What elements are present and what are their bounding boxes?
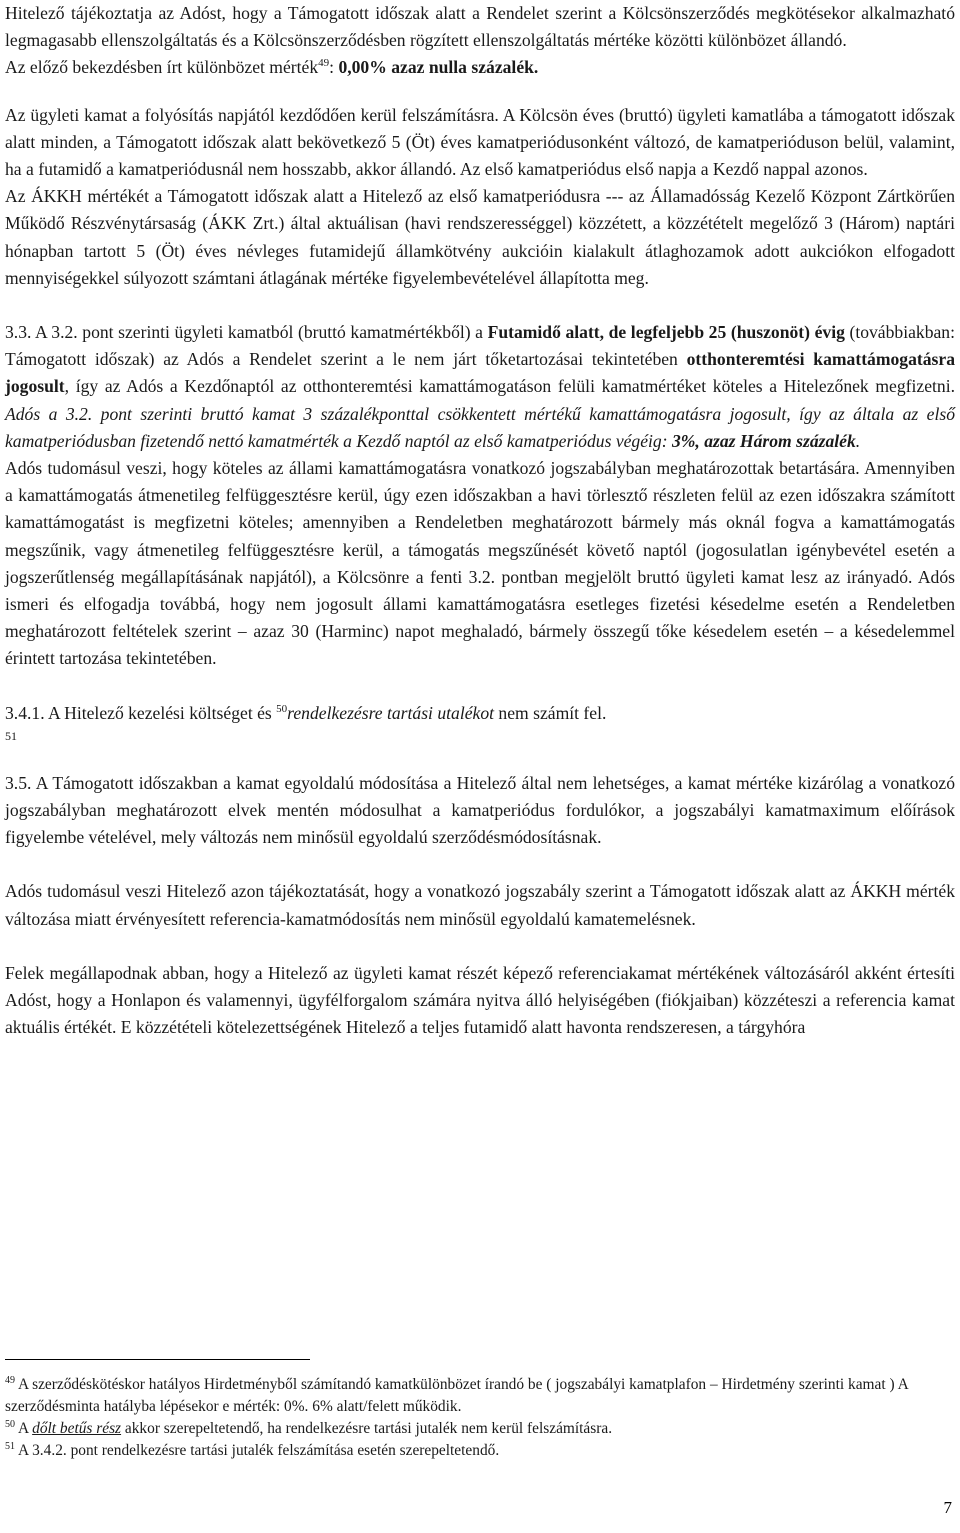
footnote-number: 50	[5, 1418, 15, 1430]
footnote-ref-49[interactable]: 49	[318, 57, 330, 70]
paragraph-kamattamogatas: Adós tudomásul veszi, hogy köteles az állami kamattámogatásra vonatkozó jogszabályban meghatározottak betartására. Amennyiben a kamattámogatás átmenetileg felfüggesztésre kerül, úgy ezen időszakban a havi törlesztő részleten felül az ezen időszakra számított kamattámogatást is megfizetni köteles; amennyiben a Rendeletben meghatározott bármely más oknál fogva a kamattámogatás megszűnik, vagy átmenetileg felfüggesztésre kerül, a támogatás megszűnését követő naptól (jogosulatlan igénybevétel esetén a jogszerűtlenség megállapításának napjától), a Kölcsönre a fenti 3.2. pontban megjelölt bruttó ügyleti kamat lesz az irányadó. Adós ismeri és elfogadja továbbá, hogy nem jogosult állami kamattámogatásra esetleges fizetési késedelme esetén a Rendeletben meghatározott feltételek szerint – azaz 30 (Harminc) napot meghaladó, bármely összegű tőke késedelem esetén – a késedelemmel érintett tartozása tekintetében.	[5, 458, 955, 669]
section-3-3	[5, 319, 955, 455]
bold-text: Futamidő alatt, de legfeljebb 25 (huszonöt) évig	[487, 322, 845, 343]
paragraph-text: :	[329, 57, 339, 78]
section-3-5: 3.5. A Támogatott időszakban a kamat egyoldalú módosítása a Hitelező által nem lehetséges, a kamat mértéke kizárólag a vonatkozó jogszabályban meghatározott elvek mentén módosulhat a kamatperiódus fordulókor, a jogszabályi kamatmaximum előírások figyelembe vételével, mely változás nem minősül egyoldalú szerződésmódosításnak.	[5, 772, 955, 848]
section-3-4-1	[5, 700, 955, 727]
footnote-50	[5, 1418, 957, 1440]
footnote-number: 49	[5, 1374, 15, 1386]
italic-text: Adós a 3.2. pont szerinti bruttó kamat 3 százalékponttal csökkentett mértékű kamattámogatásra jogosult, így az általa az első kamatperiódusban fizetendő nettó kamatmérték a Kezdő naptól az első kamatperiódus végéig:	[5, 403, 955, 451]
footnote-49	[5, 1374, 957, 1418]
document-page	[5, 0, 955, 1042]
footnote-number: 51	[5, 1440, 15, 1452]
paragraph-akkh-mertek: Az ÁKKH mértékét a Támogatott időszak alatt a Hitelező az első kamatperiódusra --- az Államadósság Kezelő Központ Zártkörűen Működő Részvénytársaság (ÁKK Zrt.) által aktuálisan (havi rendszerességgel) közzétett, a közzétételt megelőző 3 (Három) naptári hónapban tartott 5 (Öt) éves névleges futamidejű államkötvény aukcióin kialakult átlaghozamok adott aukciókon elfogadott mennyiségekkel súlyozott számtani átlagának mértéke figyelembevételével állapította meg.	[5, 186, 955, 288]
section-text: 3.3. A 3.2. pont szerinti ügyleti kamatból (bruttó kamatmértékből) a	[5, 322, 488, 343]
italic-text: rendelkezésre tartási utalékot	[287, 702, 495, 723]
section-text: nem számít fel.	[494, 702, 607, 723]
page-number: 7	[943, 1498, 952, 1517]
bold-italic-text: 3%, azaz Három százalék	[671, 430, 856, 451]
section-text: (továbbiakban: Támogatott időszak) az Adós a Rendelet szerint a le nem járt tőketartozásai tekintetében	[5, 322, 955, 370]
section-text: 3.4.1. A Hitelező kezelési költséget és	[5, 702, 277, 723]
footnote-italic-text: dőlt betűs rész	[32, 1420, 122, 1437]
footnote-text: A 3.4.2. pont rendelkezésre tartási jutalék felszámítása esetén szerepeltetendő.	[15, 1442, 500, 1459]
paragraph-ugyleti-kamat: Az ügyleti kamat a folyósítás napjától kezdődően kerül felszámításra. A Kölcsön éves (bruttó) ügyleti kamatlába a támogatott időszak alatt minden, a Támogatott időszak alatt bekövetkező 5 (Öt) éves kamatperiódusonként változó, de kamatperióduson belül, valamint, ha a futamidő a kamatperiódusnál nem hosszabb, akkor állandó. Az első kamatperiódus első napja a Kezdő nappal azonos.	[5, 104, 955, 180]
paragraph-referenciakamat: Felek megállapodnak abban, hogy a Hitelező az ügyleti kamat részét képező referenciakamat mértékének változásáról akként értesíti Adóst, hogy a Honlapon és valamennyi, ügyfélforgalom számára nyitva álló helyiségében (fiókjaiban) közzéteszi a referencia kamat aktuális értékét. E közzétételi kötelezettségének Hitelező a teljes futamidő alatt havonta rendszeresen, a tárgyhóra	[5, 962, 955, 1038]
italic-text: .	[855, 430, 861, 451]
footnote-ref-51[interactable]: 51	[5, 728, 17, 743]
footnote-ref-50[interactable]: 50	[276, 702, 288, 715]
bold-value: 0,00% azaz nulla százalék.	[338, 57, 539, 78]
footnote-text: A szerződéskötéskor hatályos Hirdetményből számítandó kamatkülönbözet írandó be ( jogszabályi kamatplafon – Hirdetmény szerinti kamat ) A szerződésminta hatályba lépésekor e mérték: 0%. 6% alatt/felett működik.	[5, 1376, 908, 1415]
paragraph-text: Az előző bekezdésben írt különbözet mérték	[5, 57, 319, 78]
footnote-divider	[5, 1359, 310, 1360]
footnote-text: A	[15, 1420, 33, 1437]
paragraph-kulonbozet-mertek	[5, 54, 955, 81]
footnote-51	[5, 1440, 957, 1462]
footnote-text: akkor szerepeltetendő, ha rendelkezésre tartási jutalék nem kerül felszámításra.	[121, 1420, 613, 1437]
paragraph-akkh-valtozas: Adós tudomásul veszi Hitelező azon tájékoztatását, hogy a vonatkozó jogszabály szerint a Támogatott időszak alatt az ÁKKH mérték változása miatt érvényesített referencia-kamatmódosítás nem minősül egyoldalú kamatemelésnek.	[5, 881, 955, 929]
footnotes	[5, 1374, 957, 1462]
section-text: , így az Adós a Kezdőnaptól az otthonteremtési kamattámogatáson felüli kamatmértéket köteles a Hitelezőnek megfizetni.	[64, 376, 955, 397]
paragraph-kulonbozet-intro: Hitelező tájékoztatja az Adóst, hogy a Támogatott időszak alatt a Rendelet szerint a Kölcsönszerződés megkötésekor alkalmazható legmagasabb ellenszolgáltatás és a Kölcsönszerződésben rögzített ellenszolgáltatás mértéke közötti különbözet állandó.	[5, 3, 955, 51]
bold-text: otthonteremtési kamattámogatásra jogosult	[5, 349, 956, 397]
